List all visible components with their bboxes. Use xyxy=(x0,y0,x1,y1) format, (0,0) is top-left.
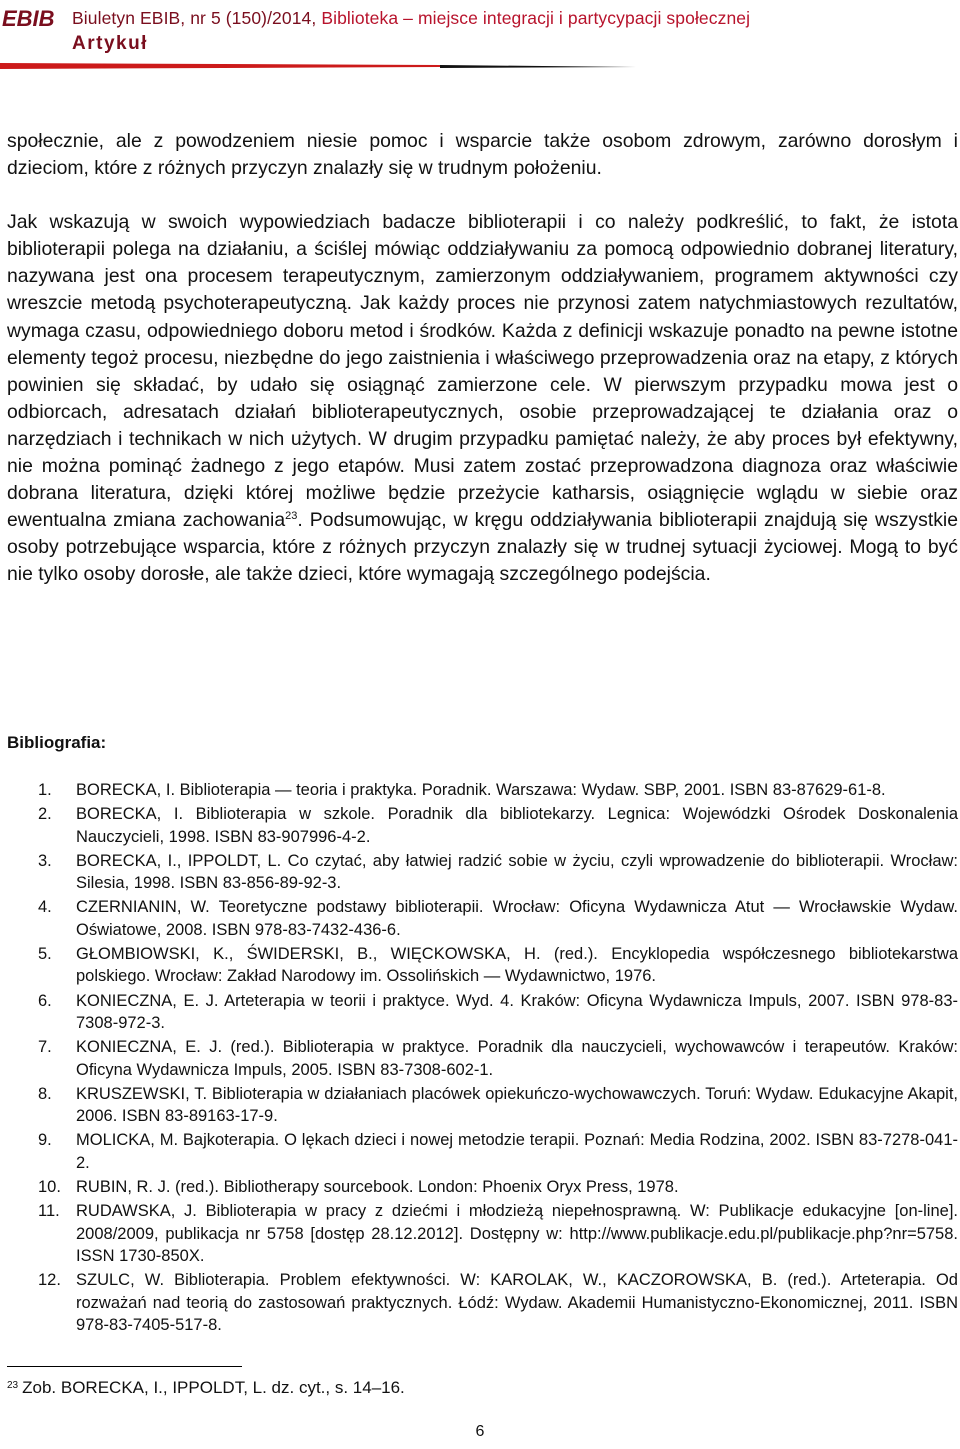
bibliography-item xyxy=(7,1036,958,1081)
paragraph: Jak wskazują w swoich wypowiedziach badacze biblioterapii i co należy podkreślić, to fakt, że istota biblioterapii polega na działaniu, a ściślej mówiąc oddziaływaniu za pomocą odpowiednio dobranej literatury, nazywana jest ona procesem terapeutycznym, zamierzonym oddziaływaniem, programem aktywności czy wreszcie metodą psychoterapeutyczną. Jak każdy proces nie przynosi zatem natychmiastowych rezultatów, wymaga czasu, odpowiedniego doboru metod i środków. Każda z definicji wskazuje ponadto na pewne istotne elementy tegoż procesu, niezbędne do jego zaistnienia i właściwego przeprowadzenia oraz na etapy, z których powinien się składać, by udało się osiągnąć zamierzone cele. W pierwszym przypadku mowa jest o odbiorcach, adresatach działań biblioterapeutycznych, osobie przeprowadzającej te działania oraz o narzędziach i technikach w nich użytych. W drugim przypadku pamiętać należy, że aby proces był efektywny, nie można pominąć żadnego z jego etapów. Musi zatem zostać przeprowadzona diagnoza oraz właściwie dobrana literatura, dzięki której możliwe będzie przeżycie katharsis, osiągnięcie wglądu w siebie oraz ewentualna zmiana zachowania$^{23}$. Podsumowując, w kręgu oddziaływania biblioterapii znajdują się wszystkie osoby potrzebujące wsparcia, które z różnych przyczyn znalazły się w trudnej sytuacji życiowej. Mogą to być nie tylko osoby dorosłe, ale także dzieci, które wymagają szczególnego podejścia. xyxy=(7,211,958,586)
issue-theme: Biblioteka – miejsce integracji i partycypacji społecznej xyxy=(321,8,751,28)
page-number: 6 xyxy=(475,1423,485,1440)
ebib-logo xyxy=(2,4,58,32)
footnote-ref: 23 xyxy=(285,510,298,523)
bibliography-item xyxy=(7,896,958,941)
journal-title: Biuletyn EBIB, nr 5 (150)/2014, Biblioteka – miejsce integracji i partycypacji społecznej xyxy=(72,8,751,28)
item-text: BORECKA, I., IPPOLDT, L. Co czytać, aby łatwiej radzić sobie w życiu, czyli wprowadzenie do biblioterapii. Wrocław: Silesia, 1998. ISBN 83-856-89-92-3. xyxy=(76,851,958,893)
paragraph: społecznie, ale z powodzeniem niesie pomoc i wsparcie także osobom zdrowym, zarówno dorosłym i dzieciom, które z różnych przyczyn znalazły się w trudnym położeniu. xyxy=(7,130,958,180)
section-label: Artykuł xyxy=(72,33,148,54)
item-number: 6. xyxy=(38,991,52,1010)
footnote-number: 23 xyxy=(7,1380,19,1391)
item-number: 7. xyxy=(38,1038,52,1057)
svg-text:EBIB: EBIB xyxy=(2,6,55,31)
bibliography-item xyxy=(7,1129,958,1174)
item-number: 4. xyxy=(38,898,52,917)
item-text: RUBIN, R. J. (red.). Bibliotherapy sourcebook. London: Phoenix Oryx Press, 1978. xyxy=(76,1178,679,1197)
item-number: 12. xyxy=(38,1271,61,1290)
item-text: KONIECZNA, E. J. (red.). Biblioterapia w praktyce. Poradnik dla nauczycieli, wychowawców i terapeutów. Kraków: Oficyna Wydawnicza Impuls, 2005. ISBN 83-7308-602-1. xyxy=(76,1038,958,1079)
item-number: 10. xyxy=(38,1178,61,1197)
bibliography-item xyxy=(7,803,958,848)
item-text: SZULC, W. Biblioterapia. Problem efektywności. W: KAROLAK, W., KACZOROWSKA, B. (red.). Arteterapia. Od rozważań nad teorią do zastosowań praktycznych. Łódź: Wydaw. Akademii Humanistyczno-Ekonomicznej, 2011. ISBN 978-83-7405-517-8. xyxy=(76,1271,958,1334)
item-number: 9. xyxy=(38,1131,52,1150)
bibliography-item xyxy=(7,943,958,988)
bibliography-item xyxy=(7,1083,958,1128)
item-number: 5. xyxy=(38,945,52,964)
item-number: 11. xyxy=(38,1202,60,1221)
article-body xyxy=(7,128,958,589)
bibliography-item xyxy=(7,1269,958,1336)
item-text: KONIECZNA, E. J. Arteterapia w teorii i praktyce. Wyd. 4. Kraków: Oficyna Wydawnicza Impuls, 2007. ISBN 978-83-7308-972-3. xyxy=(76,991,958,1032)
item-text: GŁOMBIOWSKI, K., ŚWIDERSKI, B., WIĘCKOWSKA, H. (red.). Encyklopedia współczesnego bibliotekarstwa polskiego. Wrocław: Zakład Narodowy im. Ossolińskich — Wydawnictwo, 1976. xyxy=(76,945,958,986)
bibliography-item xyxy=(7,990,958,1035)
item-text: MOLICKA, M. Bajkoterapia. O lękach dzieci i nowej metodzie terapii. Poznań: Media Rodzina, 2002. ISBN 83-7278-041-2. xyxy=(76,1131,958,1172)
item-number: 8. xyxy=(38,1084,52,1103)
header-rule xyxy=(0,63,640,69)
bibliography-item xyxy=(7,850,958,895)
item-text: CZERNIANIN, W. Teoretyczne podstawy biblioterapii. Wrocław: Oficyna Wydawnicza Atut — Wrocławskie Wydaw. Oświatowe, 2008. ISBN 978-83-7432-436-6. xyxy=(76,898,958,939)
bibliography-item xyxy=(7,1200,958,1267)
footnote-text: Zob. BORECKA, I., IPPOLDT, L. dz. cyt., s. 14–16. xyxy=(22,1378,405,1397)
item-text: RUDAWSKA, J. Biblioterapia w pracy z dziećmi i młodzieżą niepełnosprawną. W: Publikacje edukacyjne [on-line]. 2008/2009, publikacja nr 5758 [dostęp 28.12.2012]. Dostępny w: http://www.publikacje.edu.pl/publikacje.php?nr=5758. ISSN 1730-850X. xyxy=(76,1202,958,1265)
bibliography-item xyxy=(7,1176,958,1198)
bibliography-list xyxy=(7,779,958,1338)
bibliography-title: Bibliografia: xyxy=(7,733,107,752)
item-number: 3. xyxy=(38,851,52,870)
item-text: BORECKA, I. Biblioterapia — teoria i praktyka. Poradnik. Warszawa: Wydaw. SBP, 2001. ISBN 83-87629-61-8. xyxy=(76,781,886,799)
footnote-divider xyxy=(7,1366,242,1367)
item-text: BORECKA, I. Biblioterapia w szkole. Poradnik dla bibliotekarzy. Legnica: Wojewódzki Ośrodek Doskonalenia Nauczycieli, 1998. ISBN 83-907996-4-2. xyxy=(76,805,958,846)
footnote xyxy=(7,1378,405,1398)
item-number: 2. xyxy=(38,805,52,824)
item-text: KRUSZEWSKI, T. Biblioterapia w działaniach placówek opiekuńczo-wychowawczych. Toruń: Wydaw. Edukacyjne Akapit, 2006. ISBN 83-89163-17-9. xyxy=(76,1084,958,1126)
bibliography-item xyxy=(7,779,958,801)
item-number: 1. xyxy=(38,781,52,799)
page-header xyxy=(0,0,960,72)
